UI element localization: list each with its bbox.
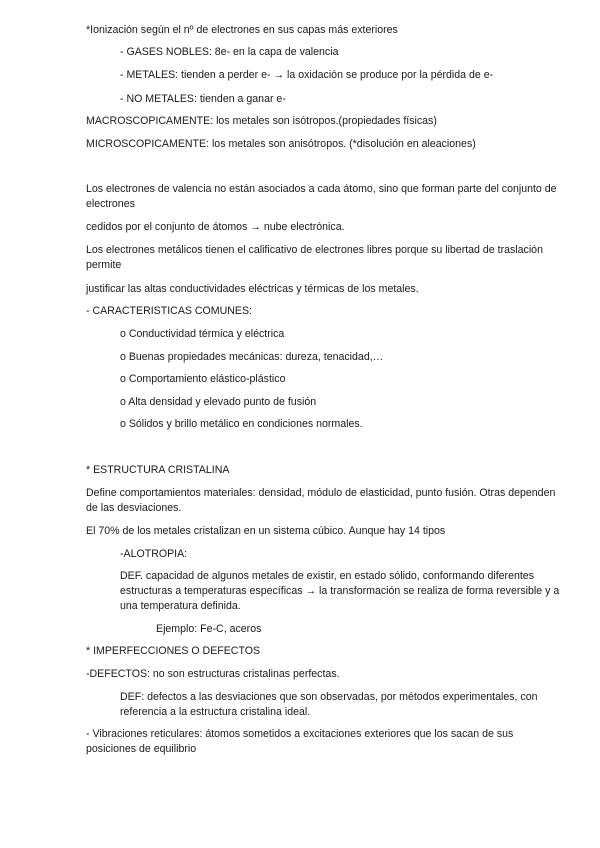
electrones-libres-paragraph-2: justificar las altas conductividades eléctricas y térmicas de los metales. bbox=[86, 283, 419, 295]
estructura-cubico-line: El 70% de los metales cristalizan en un sistema cúbico. Aunque hay 14 tipos bbox=[86, 525, 446, 537]
caracteristica-item: o Alta densidad y elevado punto de fusión bbox=[120, 396, 317, 408]
defectos-line: -DEFECTOS: no son estructuras cristalinas perfectas. bbox=[86, 668, 340, 680]
caracteristica-item: o Comportamiento elástico-plástico bbox=[120, 373, 286, 385]
alotropia-definition: DEF. capacidad de algunos metales de existir, en estado sólido, conformando diferentes estructuras a temperaturas específicas → la transformación se realiza de forma reversible y a una temperatura definida. bbox=[120, 570, 560, 612]
microscopicamente-line: MICROSCOPICAMENTE: los metales son anisótropos. (*disolución en aleaciones) bbox=[86, 138, 476, 150]
alotropia-heading: -ALOTROPIA: bbox=[120, 548, 188, 560]
valencia-paragraph-1: Los electrones de valencia no están asociados a cada átomo, sino que forman parte del conjunto de electrones bbox=[86, 183, 557, 210]
alotropia-ejemplo: Ejemplo: Fe-C, aceros bbox=[156, 623, 262, 635]
metales-item: - METALES: tienden a perder e- → la oxidación se produce por la pérdida de e- bbox=[120, 69, 494, 81]
vibraciones-reticulares-paragraph: - Vibraciones reticulares: átomos sometidos a excitaciones exteriores que los sacan de sus posiciones de equilibrio bbox=[86, 728, 514, 755]
valencia-paragraph-2: cedidos por el conjunto de átomos → nube electrónica. bbox=[86, 221, 345, 233]
caracteristica-item: o Sólidos y brillo metálico en condiciones normales. bbox=[120, 418, 363, 430]
estructura-cristalina-heading: * ESTRUCTURA CRISTALINA bbox=[86, 464, 230, 476]
no-metales-item: - NO METALES: tienden a ganar e- bbox=[120, 93, 286, 105]
macroscopicamente-line: MACROSCOPICAMENTE: los metales son isótropos.(propiedades físicas) bbox=[86, 115, 437, 127]
caracteristicas-heading: - CARACTERISTICAS COMUNES: bbox=[86, 305, 252, 317]
defectos-definition: DEF: defectos a las desviaciones que son observadas, por métodos experimentales, con referencia a la estructura cristalina ideal. bbox=[120, 691, 538, 718]
imperfecciones-heading: * IMPERFECCIONES O DEFECTOS bbox=[86, 645, 261, 657]
electrones-libres-paragraph-1: Los electrones metálicos tienen el calificativo de electrones libres porque su libertad de traslación permite bbox=[86, 244, 543, 271]
gases-nobles-item: - GASES NOBLES: 8e- en la capa de valencia bbox=[120, 46, 339, 58]
ionizacion-heading: *Ionización según el nº de electrones en sus capas más exteriores bbox=[86, 24, 398, 36]
caracteristica-item: o Conductividad térmica y eléctrica bbox=[120, 328, 285, 340]
estructura-define-paragraph: Define comportamientos materiales: densidad, módulo de elasticidad, punto fusión. Otras dependen de las desviaciones. bbox=[86, 487, 556, 514]
caracteristica-item: o Buenas propiedades mecánicas: dureza, tenacidad,… bbox=[120, 351, 384, 363]
